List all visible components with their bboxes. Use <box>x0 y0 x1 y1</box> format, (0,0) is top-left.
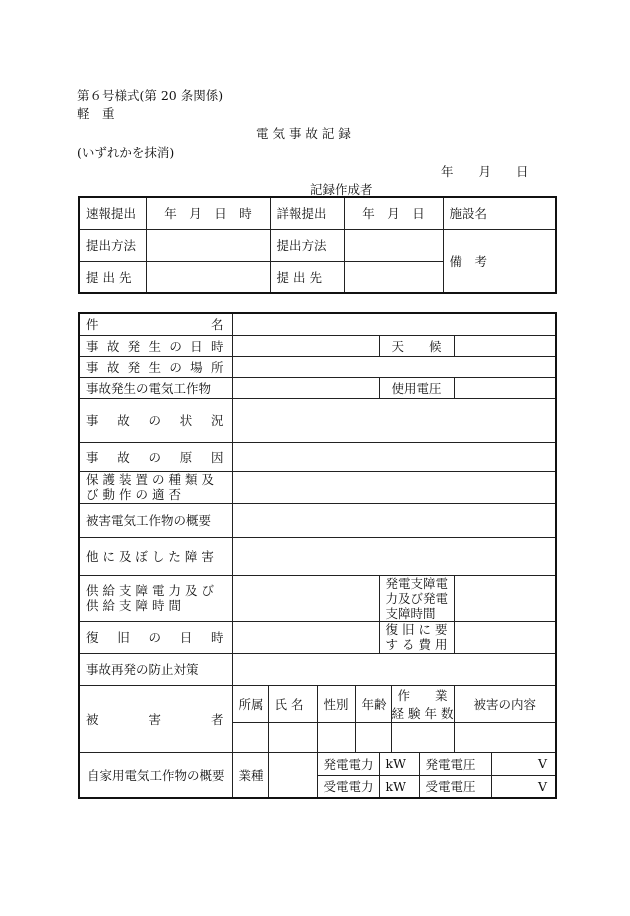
recovery-cost-cell <box>454 621 556 653</box>
recorder-label: 記録作成者 <box>310 182 373 197</box>
supply-outage-label: 供給支障電力及び供給支障時間 <box>79 575 232 621</box>
victim-content-header: 被害の内容 <box>454 685 556 722</box>
quick-report-label: 速報提出 <box>79 197 146 229</box>
victim-affiliation-header: 所属 <box>232 685 268 722</box>
quick-report-datetime: 年 月 日 時 <box>146 197 270 229</box>
facility-name-label: 施設名 <box>443 197 556 229</box>
situation-text: 事 故 の 状 況 <box>86 413 224 428</box>
victim-name-header: 氏 名 <box>268 685 317 722</box>
location-text: 事 故 発 生 の 場 所 <box>86 359 224 375</box>
location-cell <box>232 356 556 377</box>
victim-sex-cell <box>317 722 355 752</box>
victim-label <box>79 685 232 752</box>
submit-dest-cell-2 <box>344 261 443 293</box>
facility-label: 事故発生の電気工作物 <box>79 377 232 398</box>
damage-cell <box>232 503 556 537</box>
cause-text: 事 故 の 原 因 <box>86 449 224 465</box>
submit-dest-cell <box>146 261 270 293</box>
submit-method-cell <box>146 229 270 261</box>
weather-label: 天 候 <box>379 335 454 356</box>
situation-label <box>79 398 232 442</box>
gen-outage-label: 発電支障電力及び発電支障時間 <box>379 575 454 621</box>
victim-affiliation-cell <box>232 722 268 752</box>
report-table <box>78 196 557 294</box>
document-title: 電 気 事 故 記 録 <box>256 126 351 141</box>
occurred-datetime-cell <box>232 335 379 356</box>
submit-method-label: 提出方法 <box>79 229 146 261</box>
occurred-datetime-text: 事 故 発 生 の 日 時 <box>86 338 224 354</box>
weather-cell <box>454 335 556 356</box>
prevention-label: 事故再発の防止対策 <box>79 653 232 685</box>
form-number: 第６号様式(第 20 条関係) <box>77 88 224 103</box>
submit-method-label-2: 提出方法 <box>270 229 344 261</box>
recovery-cell <box>232 621 379 653</box>
prevention-cell <box>232 653 556 685</box>
submit-method-cell-2 <box>344 229 443 261</box>
gen-power-unit: kW <box>379 752 419 775</box>
supply-outage-cell <box>232 575 379 621</box>
victim-age-header: 年齢 <box>355 685 391 722</box>
impact-cell <box>232 537 556 575</box>
recovery-text: 復 旧 の 日 時 <box>86 630 224 645</box>
gen-voltage-unit: V <box>491 752 556 775</box>
victim-work-cell <box>391 722 454 752</box>
protection-label: 保護装置の種類及び動作の適否 <box>79 471 232 503</box>
victim-text: 被 害 者 <box>86 711 224 727</box>
gen-power-label: 発電電力 <box>317 752 379 775</box>
detail-report-label: 詳報提出 <box>270 197 344 229</box>
victim-experience-text: 経 験 年 数 <box>391 705 454 721</box>
cause-label <box>79 442 232 471</box>
occurred-datetime-label <box>79 335 232 356</box>
recv-power-unit: kW <box>379 775 419 798</box>
recv-voltage-label: 受電電圧 <box>419 775 491 798</box>
location-label <box>79 356 232 377</box>
voltage-label: 使用電圧 <box>379 377 454 398</box>
case-name-label <box>79 313 232 335</box>
severity-label: 軽 重 <box>77 106 115 121</box>
situation-cell <box>232 398 556 442</box>
record-date: 年 月 日 <box>441 164 529 179</box>
business-cell <box>268 752 317 798</box>
recovery-cost-label: 復旧に要する費用 <box>379 621 454 653</box>
victim-age-cell <box>355 722 391 752</box>
submit-dest-label: 提 出 先 <box>79 261 146 293</box>
case-name-cell <box>232 313 556 335</box>
voltage-cell <box>454 377 556 398</box>
cause-cell <box>232 442 556 471</box>
strike-note: (いずれかを抹消) <box>77 145 175 160</box>
protection-cell <box>232 471 556 503</box>
record-table <box>78 312 557 799</box>
recv-voltage-unit: V <box>491 775 556 798</box>
private-facility-label: 自家用電気工作物の概要 <box>79 752 232 798</box>
recovery-label <box>79 621 232 653</box>
detail-report-date: 年 月 日 <box>344 197 443 229</box>
victim-work-header <box>391 685 454 722</box>
gen-outage-cell <box>454 575 556 621</box>
victim-name-cell <box>268 722 317 752</box>
damage-label: 被害電気工作物の概要 <box>79 503 232 537</box>
victim-content-cell <box>454 722 556 752</box>
recv-power-label: 受電電力 <box>317 775 379 798</box>
case-name-text: 件 名 <box>86 317 224 333</box>
impact-label: 他 に 及 ぼ し た 障 害 <box>79 537 232 575</box>
victim-work-text: 作 業 <box>397 687 448 703</box>
victim-sex-header: 性別 <box>317 685 355 722</box>
gen-voltage-label: 発電電圧 <box>419 752 491 775</box>
remarks-label: 備 考 <box>443 229 556 293</box>
business-label: 業種 <box>232 752 268 798</box>
submit-dest-label-2: 提 出 先 <box>270 261 344 293</box>
facility-cell <box>232 377 379 398</box>
